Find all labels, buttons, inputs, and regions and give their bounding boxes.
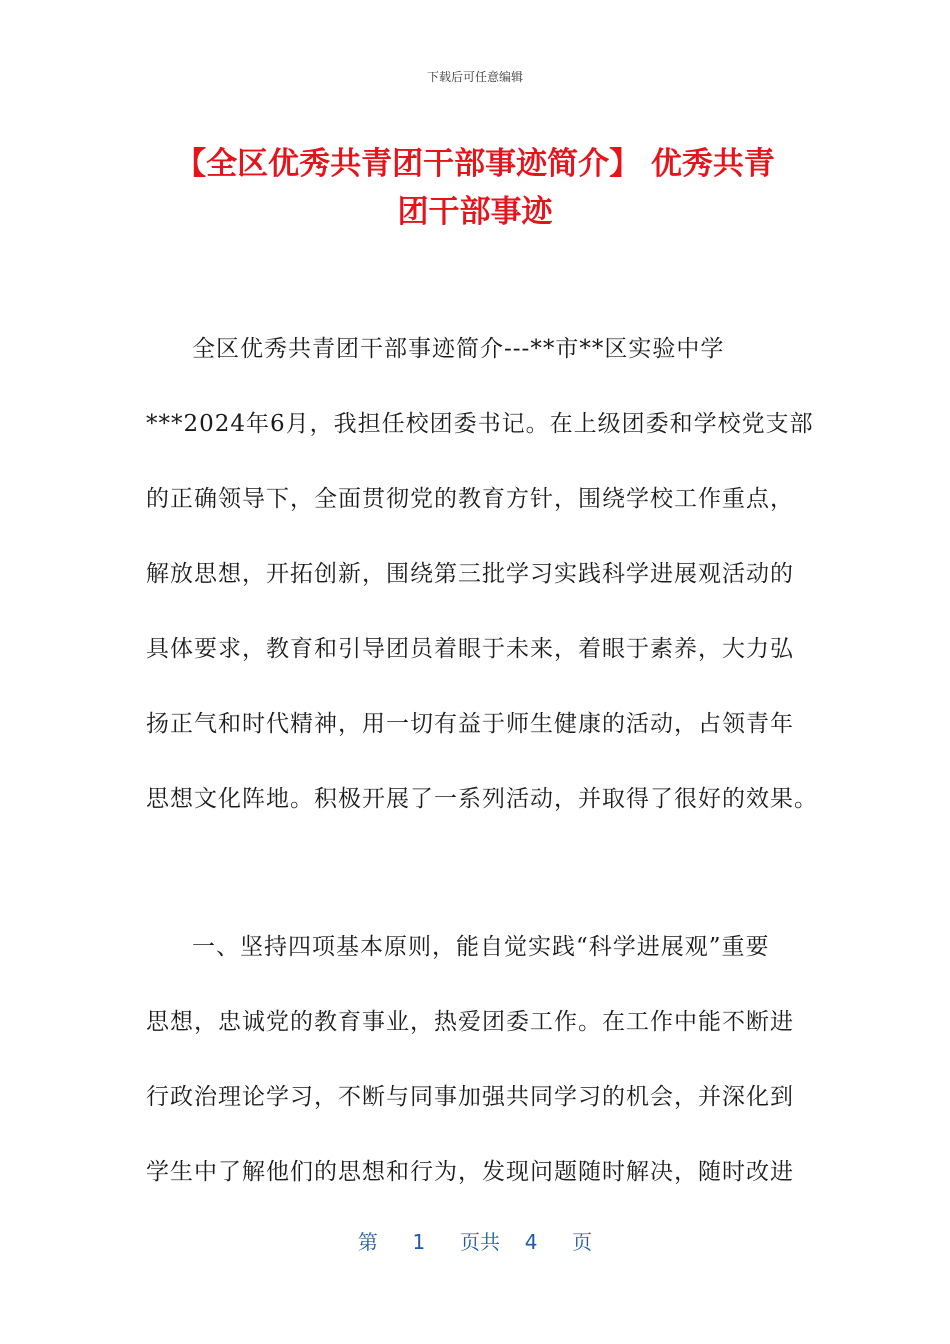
paragraph-2-line-4: 学生中了解他们的思想和行为，发现问题随时解决，随时改进 [146,1159,794,1185]
paragraph-1-line-5: 具体要求，教育和引导团员着眼于未来，着眼于素养，大力弘 [146,636,794,662]
paragraph-1-line-3: 的正确领导下，全面贯彻党的教育方针，围绕学校工作重点， [146,486,794,512]
paragraph-1-line-7: 思想文化阵地。积极开展了一系列活动，并取得了很好的效果。 [146,786,818,812]
paragraph-2-line-1: 一、坚持四项基本原则，能自觉实践“科学进展观”重要 [192,934,770,960]
header-note: 下载后可任意编辑 [426,70,523,84]
paragraph-1-line-6: 扬正气和时代精神，用一切有益于师生健康的活动，占领青年 [146,711,794,737]
footer-page-number: 1 [412,1230,426,1254]
paragraph-1-line-2: ***2024年6月，我担任校团委书记。在上级团委和学校党支部 [146,411,814,437]
paragraph-2-line-3: 行政治理论学习，不断与同事加强共同学习的机会，并深化到 [146,1084,794,1110]
footer-middle: 页共 [460,1230,500,1254]
paragraph-2-line-2: 思想，忠诚党的教育事业，热爱团委工作。在工作中能不断进 [146,1009,794,1035]
footer-prefix: 第 [357,1230,378,1254]
footer-suffix: 页 [572,1230,593,1254]
paragraph-1-line-1: 全区优秀共青团干部事迹简介---**市**区实验中学 [192,336,725,362]
paragraph-1-line-4: 解放思想，开拓创新，围绕第三批学习实践科学进展观活动的 [146,561,794,587]
title-line-2: 团干部事迹 [397,194,553,230]
page-footer [0,1226,950,1255]
footer-total-pages: 4 [524,1230,538,1254]
document-title [120,140,830,236]
title-line-1: 【全区优秀共青团干部事迹简介】 优秀共青 [175,146,775,182]
